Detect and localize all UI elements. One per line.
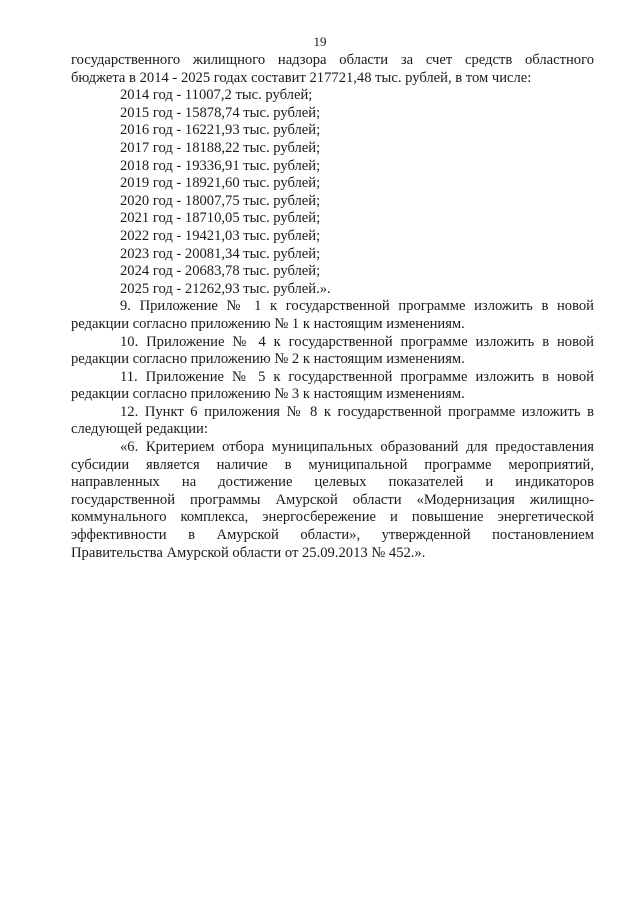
page-number: 19 [313,34,327,49]
quote-line: эффективности в Амурской области», утвержденной постановлением [71,527,594,544]
year-item: 2020 год - 18007,75 тыс. рублей; [120,192,321,209]
year-item: 2024 год - 20683,78 тыс. рублей; [120,263,321,280]
paragraph-line: следующей редакции: [71,421,208,438]
funding-by-year-list [71,87,594,298]
paragraph-line: редакции согласно приложению № 2 к настоящим изменениям. [71,351,465,368]
year-item: 2015 год - 15878,74 тыс. рублей; [120,104,321,121]
paragraph-line: 9. Приложение № 1 к государственной программе изложить в новой [120,298,594,315]
paragraph-line: 12. Пункт 6 приложения № 8 к государственной программе изложить в [120,403,594,420]
document-body [71,52,594,562]
quote-line: коммунального комплекса, энергосбережение и повышение энергетической [71,509,594,526]
paragraph-line: редакции согласно приложению № 1 к настоящим изменениям. [71,315,465,332]
year-item: 2014 год - 11007,2 тыс. рублей; [120,87,313,104]
paragraph-10 [71,334,594,369]
quote-line: направленных на достижение целевых показателей и индикаторов [71,474,594,491]
quote-line: государственной программы Амурской области «Модернизация жилищно- [71,491,594,508]
quote-line: субсидии является наличие в муниципальной программе мероприятий, [71,456,594,473]
paragraph-12 [71,404,594,439]
year-item: 2021 год - 18710,05 тыс. рублей; [120,210,321,227]
intro-line-1: государственного жилищного надзора области за счет средств областного [71,52,594,68]
quote-line: «6. Критерием отбора муниципальных образований для предоставления [120,439,594,456]
paragraph-line: редакции согласно приложению № 3 к настоящим изменениям. [71,386,465,403]
year-item: 2019 год - 18921,60 тыс. рублей; [120,175,321,192]
quoted-clause-6 [71,439,594,562]
year-item: 2016 год - 16221,93 тыс. рублей; [120,122,321,139]
year-item: 2023 год - 20081,34 тыс. рублей; [120,245,321,262]
intro-line-2: бюджета в 2014 - 2025 годах составит 217721,48 тыс. рублей, в том числе: [71,69,532,86]
quote-line: Правительства Амурской области от 25.09.2013 № 452.». [71,544,426,561]
paragraph-11 [71,369,594,404]
year-item: 2022 год - 19421,03 тыс. рублей; [120,227,321,244]
year-item: 2017 год - 18188,22 тыс. рублей; [120,139,321,156]
paragraph-9 [71,298,594,333]
paragraph-line: 11. Приложение № 5 к государственной программе изложить в новой [120,368,594,385]
paragraph-line: 10. Приложение № 4 к государственной программе изложить в новой [120,333,594,350]
year-item: 2018 год - 19336,91 тыс. рублей; [120,157,321,174]
year-item: 2025 год - 21262,93 тыс. рублей.». [120,280,331,297]
